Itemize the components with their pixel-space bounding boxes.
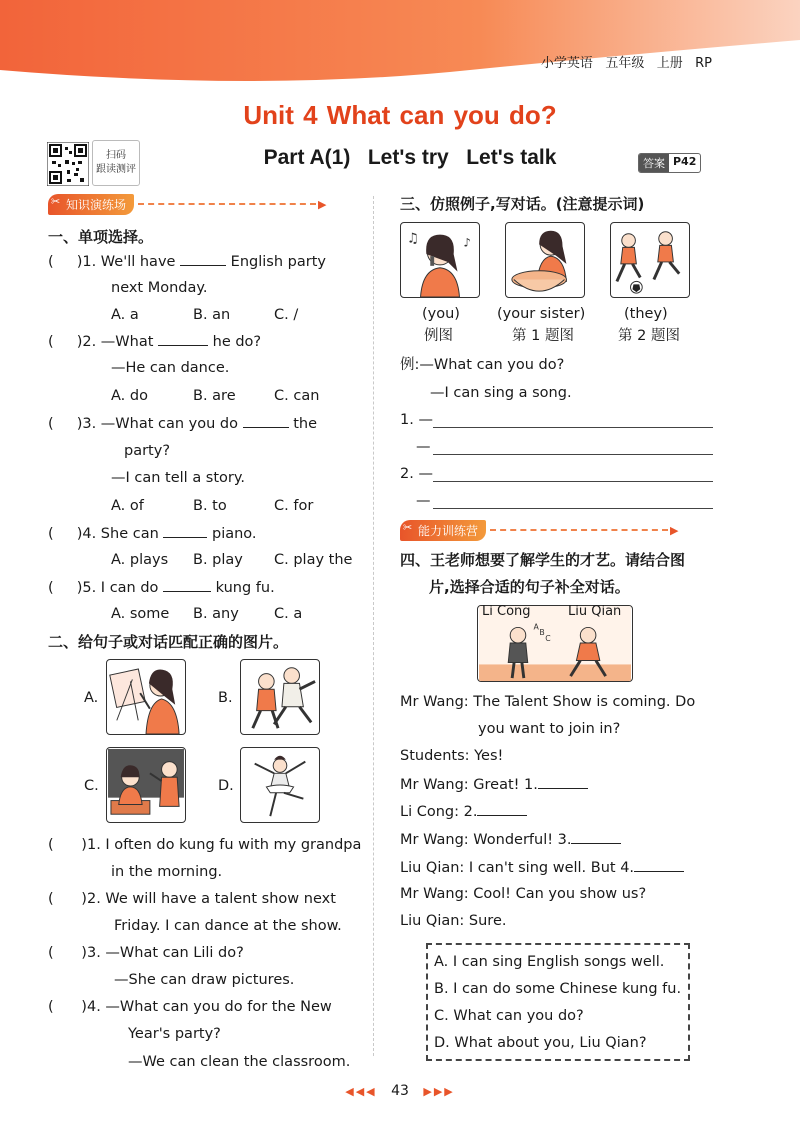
q5-option-a: A. some [111,606,170,622]
name-li-cong: Li Cong [482,604,531,619]
blank-2[interactable] [477,802,527,816]
q5-blank[interactable] [163,578,211,592]
answer-line-1b[interactable] [433,454,713,455]
example-line-2: —I can sing a song. [430,385,572,401]
series-label: 小学英语 五年级 上册 RP [540,56,712,71]
q3-option-b: B. to [193,498,227,514]
column-divider [373,196,374,1056]
q5-option-b: B. any [193,606,239,622]
q1-option-a: A. a [111,307,139,323]
q2-line: ( )2. —What he do? [48,334,262,350]
q4-blank[interactable] [163,524,207,538]
answer-tag[interactable]: 答案 P42 [638,153,701,173]
picture-1-cook [505,222,585,298]
picture-a-drawing [106,659,186,735]
blank-4[interactable] [634,858,684,872]
q1-line: ( )1. We'll have English party [48,254,326,270]
q5-option-c: C. a [274,606,303,622]
match-4: ( )4. —What can you do for the New [48,999,332,1015]
svg-text:♪: ♪ [463,235,471,250]
dialogue-8: Liu Qian: Sure. [400,913,507,929]
match-2: ( )2. We will have a talent show next [48,891,336,907]
option-a: A. I can sing English songs well. [434,954,665,970]
match-1: ( )1. I often do kung fu with my grandpa [48,837,362,853]
q1-option-c: C. / [274,307,299,323]
match-3: ( )3. —What can Lili do? [48,945,244,961]
q2-option-a: A. do [111,388,148,404]
example-line-1: 例:—What can you do? [400,357,565,373]
banner-knowledge: ✂ 知识演练场 ▶ [48,194,326,214]
option-c: C. What can you do? [434,1008,584,1024]
dialogue-2: Students: Yes! [400,748,504,764]
q3-option-a: A. of [111,498,144,514]
answer-line-1a[interactable] [433,427,713,428]
q4-option-a: A. plays [111,552,169,568]
svg-text:A: A [533,622,539,632]
q3-line: ( )3. —What can you do the [48,416,318,432]
dialogue-4: Li Cong: 2. [400,802,527,821]
qr-label: 扫码 跟读测评 [92,140,140,186]
q2-blank[interactable] [158,332,208,346]
picture-b-kungfu [240,659,320,735]
picture-example-sing [400,222,480,298]
section-3-heading: 三、仿照例子,写对话。(注意提示词) [400,195,645,213]
option-d: D. What about you, Liu Qian? [434,1035,647,1051]
svg-text:B: B [539,628,545,638]
q4-option-c: C. play the [274,552,353,568]
q1-blank[interactable] [180,252,226,266]
next-arrows-icon: ▶▶▶ [423,1085,455,1098]
prev-arrows-icon: ◀◀◀ [345,1085,377,1098]
blank-1[interactable] [538,775,588,789]
q2-option-c: C. can [274,388,320,404]
blank-3[interactable] [571,830,621,844]
q1-option-b: B. an [193,307,231,323]
unit-title: Unit 4 What can you do? [243,100,557,130]
dialogue-6: Liu Qian: I can't sing well. But 4. [400,858,684,877]
header-band [0,0,800,95]
dialogue-7: Mr Wang: Cool! Can you show us? [400,886,647,902]
dialogue-5: Mr Wang: Wonderful! 3. [400,830,621,849]
svg-text:C: C [545,634,551,644]
q2-option-b: B. are [193,388,236,404]
picture-c-cleaning [106,747,186,823]
name-liu-qian: Liu Qian [568,604,622,619]
dialogue-3: Mr Wang: Great! 1. [400,775,588,794]
picture-2-football [610,222,690,298]
q5-line: ( )5. I can do kung fu. [48,580,275,596]
q3-blank[interactable] [243,414,289,428]
q4-option-b: B. play [193,552,243,568]
option-b: B. I can do some Chinese kung fu. [434,981,682,997]
section-4-heading: 四、王老师想要了解学生的才艺。请结合图 [400,551,686,569]
answer-line-2a[interactable] [433,481,713,482]
part-title: Part A(1) Let's try Let's talk [263,146,557,169]
q4-line: ( )4. She can piano. [48,526,257,542]
dialogue-1: Mr Wang: The Talent Show is coming. Do [400,694,696,710]
q3-option-c: C. for [274,498,314,514]
section-1-heading: 一、单项选择。 [48,228,154,246]
section-2-heading: 二、给句子或对话匹配正确的图片。 [48,633,289,651]
svg-text:♫: ♫ [406,230,420,247]
picture-d-dance [240,747,320,823]
banner-ability: ✂ 能力训练营 ▶ [400,520,678,540]
page-number: ◀◀◀ 43 ▶▶▶ [345,1083,455,1099]
answer-line-2b[interactable] [433,508,713,509]
